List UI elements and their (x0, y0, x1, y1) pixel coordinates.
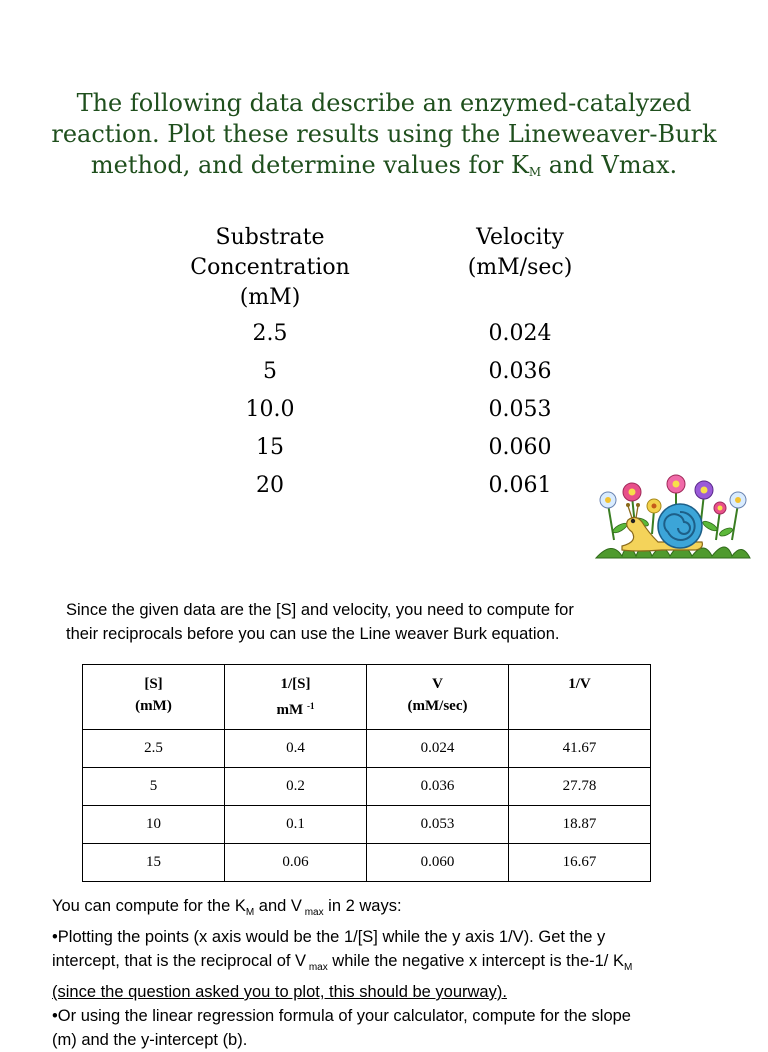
table-row (83, 768, 651, 806)
table-cell: 0.4 (225, 730, 367, 768)
table-row (83, 844, 651, 882)
velocity-value: 0.061 (488, 473, 552, 498)
explain-line-4: (since the question asked you to plot, this should be yourway). (52, 983, 507, 1001)
velocity-value: 0.036 (488, 359, 552, 384)
header-inv-s-line-1: 1/[S] (280, 676, 311, 692)
table-cell: 5 (83, 768, 225, 806)
explain-km-subscript: M (245, 907, 255, 918)
explanation-text (52, 894, 764, 1052)
table-cell: 2.5 (83, 730, 225, 768)
reciprocal-note (66, 598, 706, 646)
header-v (367, 665, 509, 730)
velocity-column (400, 223, 640, 505)
explain-l3-km-subscript: M (623, 962, 633, 973)
explain-vmax-subscript: max (301, 907, 324, 918)
table-cell: 16.67 (509, 844, 651, 882)
explain-line-2: •Plotting the points (x axis would be the 1/[S] while the y axis 1/V). Get the y (52, 928, 606, 946)
substrate-column (150, 223, 390, 505)
velocity-value: 0.053 (488, 397, 552, 422)
table-cell: 0.2 (225, 768, 367, 806)
intro-line-3 (20, 150, 748, 188)
header-inv-s-exponent: -1 (306, 701, 315, 711)
substrate-value: 20 (256, 473, 284, 498)
header-v-line-1: V (432, 676, 443, 692)
velocity-header (400, 223, 640, 313)
substrate-header (150, 223, 390, 313)
substrate-value: 15 (256, 435, 284, 460)
explain-l1-a: You can compute for the K (52, 897, 246, 915)
table-cell: 15 (83, 844, 225, 882)
header-inv-v-label: 1/V (568, 676, 591, 692)
table-header-row (83, 665, 651, 730)
intro-line-3-pre: method, and determine values for K (90, 151, 529, 179)
intro-line-3-post: and Vmax. (541, 151, 678, 179)
explain-line-5: •Or using the linear regression formula of your calculator, compute for the slope (52, 1007, 631, 1025)
velocity-value: 0.024 (488, 321, 552, 346)
table-cell: 0.060 (367, 844, 509, 882)
snail-flowers-illustration (592, 470, 752, 565)
header-s (83, 665, 225, 730)
header-inv-s-line-2: mM (276, 702, 304, 718)
velocity-header-line-1: Velocity (476, 225, 564, 250)
explain-line-1 (52, 894, 764, 925)
table-row (83, 806, 651, 844)
table-cell: 41.67 (509, 730, 651, 768)
header-s-line-1: [S] (144, 676, 163, 692)
table-row (83, 730, 651, 768)
explain-line-6: (m) and the y-intercept (b). (52, 1031, 248, 1049)
table-cell: 0.1 (225, 806, 367, 844)
table-cell: 0.036 (367, 768, 509, 806)
table-cell: 27.78 (509, 768, 651, 806)
substrate-header-line-1: Substrate (215, 225, 325, 250)
header-inv-s (225, 665, 367, 730)
intro-km-subscript: M (528, 165, 542, 179)
substrate-header-line-3: (mM) (239, 285, 301, 310)
explain-line-3 (52, 949, 764, 980)
substrate-header-line-2: Concentration (190, 255, 350, 280)
header-s-line-2: (mM) (135, 698, 172, 714)
table-cell: 0.06 (225, 844, 367, 882)
header-inv-v (509, 665, 651, 730)
velocity-value: 0.060 (488, 435, 552, 460)
reciprocal-note-line-1: Since the given data are the [S] and velocity, you need to compute for (66, 601, 574, 619)
substrate-value: 5 (263, 359, 277, 384)
explain-l1-b: and V (254, 897, 302, 915)
header-v-line-2: (mM/sec) (407, 698, 468, 714)
velocity-header-line-2: (mM/sec) (467, 255, 573, 280)
explain-l3-vmax-subscript: max (306, 962, 328, 973)
intro-line-1: The following data describe an enzymed-catalyzed (76, 89, 692, 117)
table-cell: 18.87 (509, 806, 651, 844)
table-cell: 0.024 (367, 730, 509, 768)
explain-l3-b: while the negative x intercept is the-1/ K (327, 952, 624, 970)
intro-text (20, 88, 748, 188)
intro-line-2: reaction. Plot these results using the Lineweaver-Burk (51, 120, 717, 148)
table-cell: 0.053 (367, 806, 509, 844)
table-cell: 10 (83, 806, 225, 844)
substrate-value: 10.0 (245, 397, 295, 422)
explain-l3-a: intercept, that is the reciprocal of V (52, 952, 307, 970)
substrate-value: 2.5 (252, 321, 288, 346)
reciprocal-table (82, 664, 651, 882)
explain-l1-c: in 2 ways: (323, 897, 402, 915)
reciprocal-note-line-2: their reciprocals before you can use the Line weaver Burk equation. (66, 625, 560, 643)
